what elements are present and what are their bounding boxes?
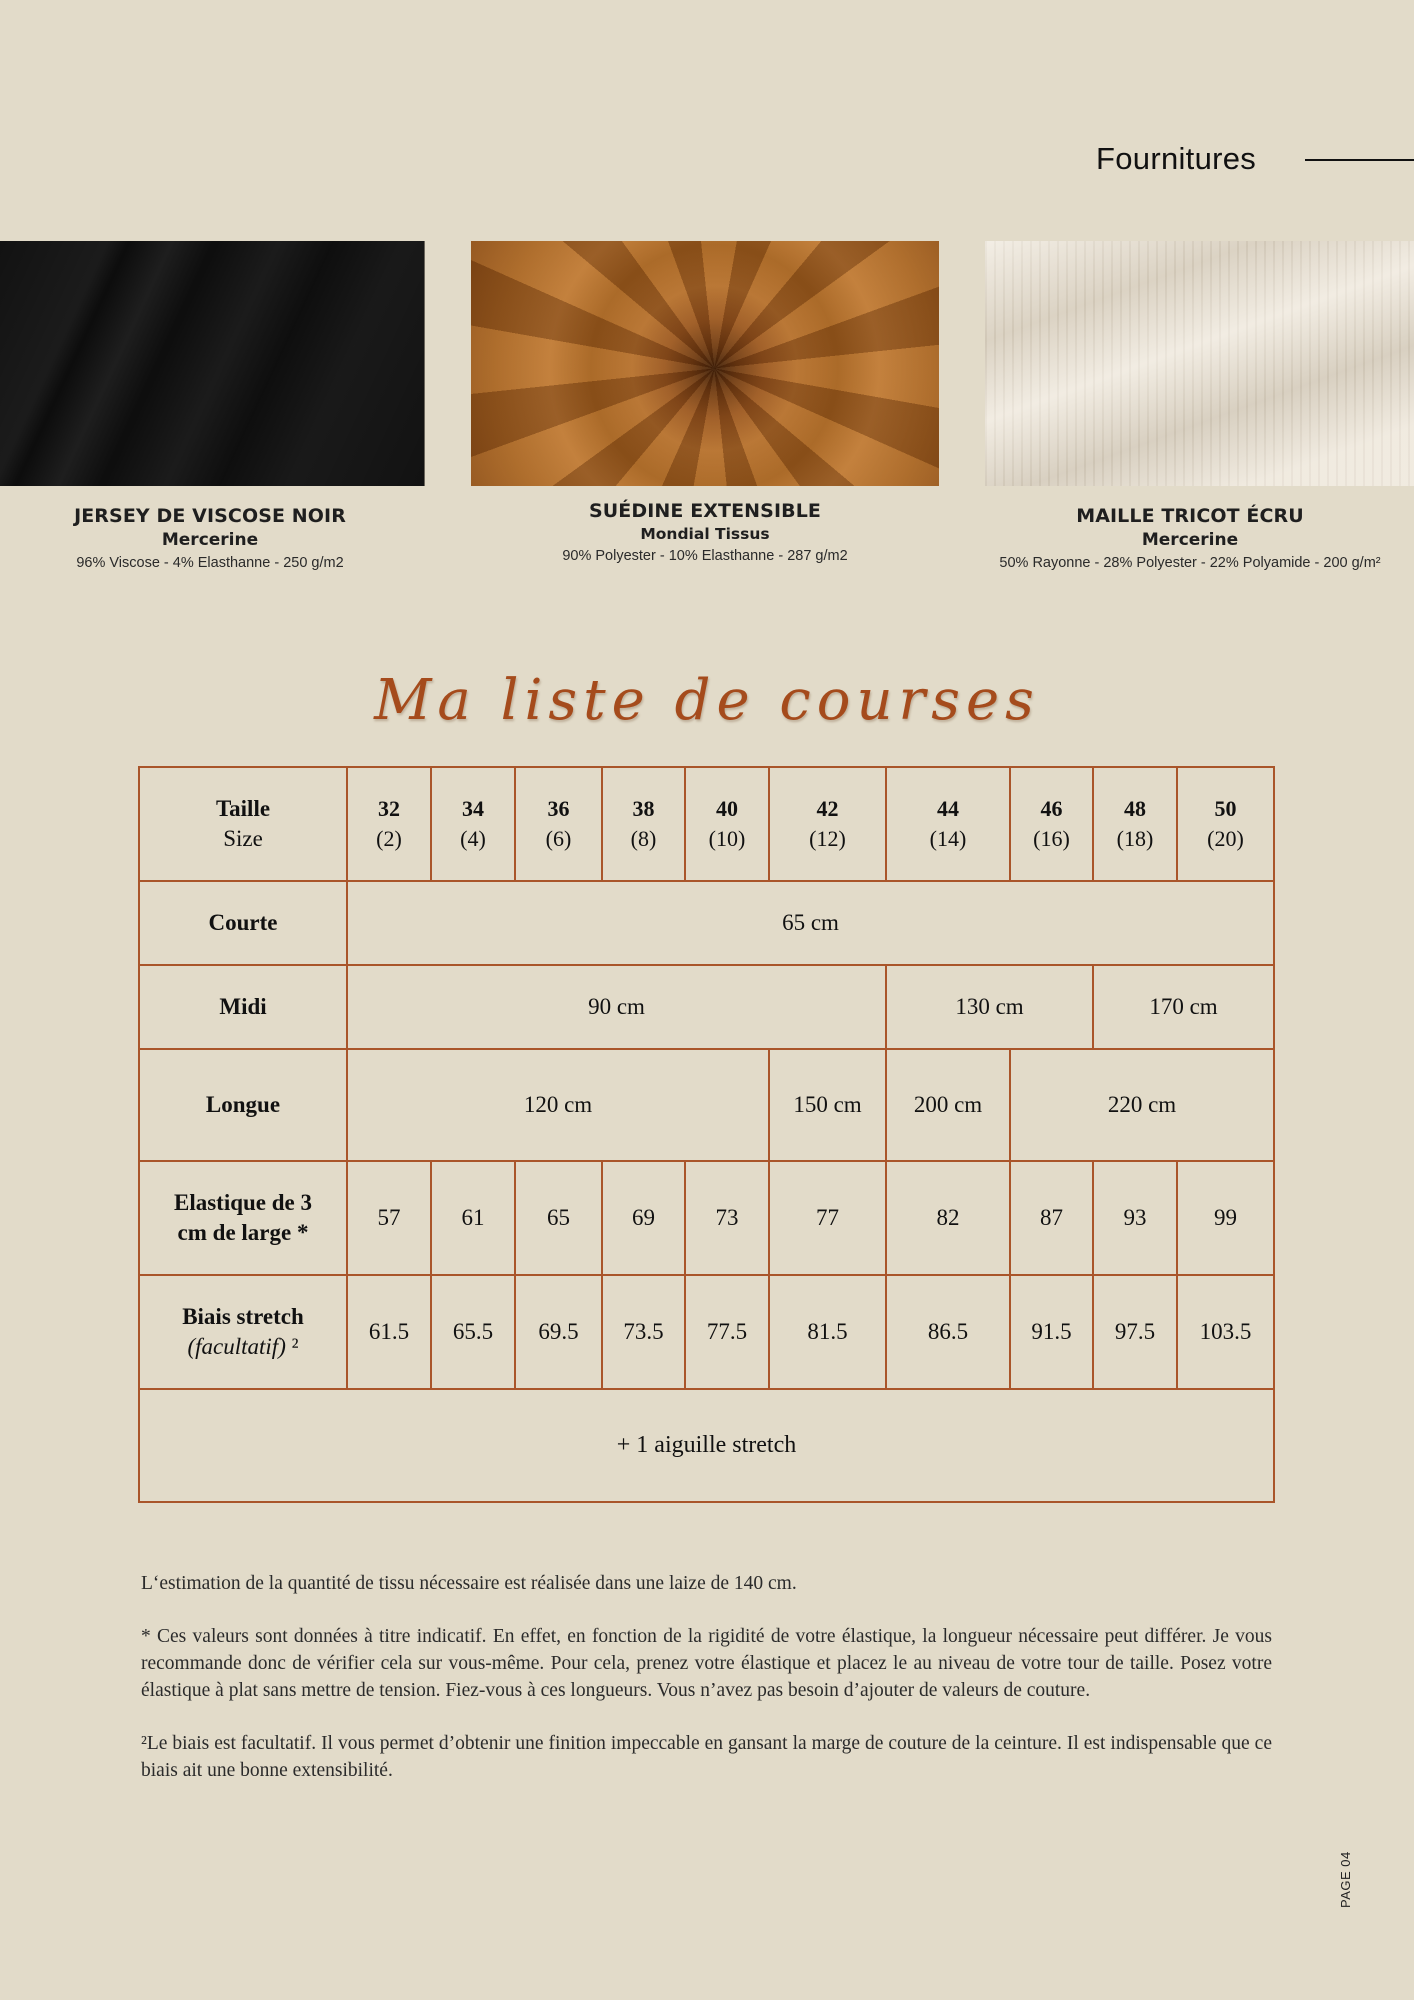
table-row-aiguille <box>139 1389 1274 1502</box>
size-us: (14) <box>929 826 967 851</box>
note-fabric-width: L‘estimation de la quantité de tissu nécessaire est réalisée dans une laize de 140 cm. <box>141 1573 797 1594</box>
value-cell: 150 cm <box>769 1049 886 1161</box>
aiguille-cell: + 1 aiguille stretch <box>139 1389 1274 1502</box>
table-row-longue <box>139 1049 1274 1161</box>
size-us: (4) <box>460 826 486 851</box>
value-cell: 86.5 <box>886 1275 1010 1389</box>
shopping-list-table <box>138 766 1275 1503</box>
value-cell: 120 cm <box>347 1049 769 1161</box>
size-cell <box>685 767 769 881</box>
value-cell: 65 <box>515 1161 602 1275</box>
row-label-taille <box>139 767 347 881</box>
size-cell <box>886 767 1010 881</box>
size-cell <box>515 767 602 881</box>
page-number: PAGE 04 <box>1338 1851 1353 1908</box>
note-elastic: * Ces valeurs sont données à titre indicatif. En effet, en fonction de la rigidité de votre élastique, la longueur nécessaire peut différer. Je vous recommande donc de vérifier cela sur vous-même. Pour cela, prenez votre élastique et placez le au niveau de votre tour de taille. Posez votre élastique à plat sans mettre de tension. Fiez-vous à ces longueurs. Vous n’avez pas besoin d’ajouter de valeurs de couture. <box>141 1626 1272 1701</box>
size-sublabel: Size <box>223 826 263 851</box>
size-fr: 42 <box>816 796 839 821</box>
size-us: (18) <box>1116 826 1154 851</box>
value-cell: 65.5 <box>431 1275 515 1389</box>
size-cell <box>1177 767 1274 881</box>
value-cell: 65 cm <box>347 881 1274 965</box>
size-fr: 38 <box>632 796 655 821</box>
fabric-image-black-jersey <box>0 241 425 486</box>
size-us: (20) <box>1207 826 1244 851</box>
notes-section <box>141 1570 1272 1810</box>
value-cell: 93 <box>1093 1161 1177 1275</box>
value-cell: 77 <box>769 1161 886 1275</box>
value-cell: 81.5 <box>769 1275 886 1389</box>
value-cell: 220 cm <box>1010 1049 1274 1161</box>
size-us: (12) <box>809 826 846 851</box>
size-fr: 32 <box>378 796 400 821</box>
label-line: Elastique de 3 <box>173 1190 313 1215</box>
size-us: (6) <box>545 826 572 851</box>
size-fr: 46 <box>1040 796 1063 821</box>
row-label-longue: Longue <box>139 1049 347 1161</box>
size-fr: 44 <box>937 796 959 821</box>
table-row-midi <box>139 965 1274 1049</box>
fabric-shop: Mercerine <box>1141 530 1239 550</box>
table-row-biais <box>139 1275 1274 1389</box>
size-us: (2) <box>376 826 402 851</box>
size-us: (16) <box>1033 826 1070 851</box>
value-cell: 170 cm <box>1093 965 1274 1049</box>
table-row-sizes <box>139 767 1274 881</box>
size-fr: 50 <box>1214 796 1237 821</box>
value-cell: 200 cm <box>886 1049 1010 1161</box>
size-us: (10) <box>708 826 746 851</box>
value-cell: 73 <box>685 1161 769 1275</box>
row-label-biais <box>139 1275 347 1389</box>
value-cell: 90 cm <box>347 965 886 1049</box>
value-cell: 77.5 <box>685 1275 769 1389</box>
size-cell <box>1093 767 1177 881</box>
value-cell: 82 <box>886 1161 1010 1275</box>
row-label-elastique <box>139 1161 347 1275</box>
value-cell: 57 <box>347 1161 431 1275</box>
fabric-caption-3 <box>975 505 1405 571</box>
value-cell: 97.5 <box>1093 1275 1177 1389</box>
label-line: cm de large * <box>177 1220 309 1245</box>
row-label-midi: Midi <box>139 965 347 1049</box>
size-fr: 40 <box>716 796 738 821</box>
size-cell <box>602 767 685 881</box>
fabric-name: MAILLE TRICOT ÉCRU <box>1076 505 1304 527</box>
title-rule-divider <box>1305 159 1414 161</box>
fabric-caption-2 <box>471 500 939 564</box>
size-cell <box>431 767 515 881</box>
fabric-composition: 90% Polyester - 10% Elasthanne - 287 g/m2 <box>562 548 848 564</box>
fabric-image-ecru-knit <box>985 241 1414 486</box>
table-row-elastique <box>139 1161 1274 1275</box>
table-row-courte <box>139 881 1274 965</box>
fabric-shop: Mondial Tissus <box>640 525 770 543</box>
note-bias: ²Le biais est facultatif. Il vous permet d’obtenir une finition impeccable en gansant la marge de couture de la ceinture. Il est indispensable que ce biais ait une bonne extensibilité. <box>141 1733 1272 1781</box>
value-cell: 130 cm <box>886 965 1093 1049</box>
value-cell: 69 <box>602 1161 685 1275</box>
value-cell: 61 <box>431 1161 515 1275</box>
size-us: (8) <box>630 826 657 851</box>
fabric-composition: 50% Rayonne - 28% Polyester - 22% Polyamide - 200 g/m² <box>999 555 1381 571</box>
value-cell: 103.5 <box>1177 1275 1274 1389</box>
row-label-courte: Courte <box>139 881 347 965</box>
fabric-name: JERSEY DE VISCOSE NOIR <box>74 505 346 527</box>
fabric-shop: Mercerine <box>161 530 259 550</box>
label-optional: (facultatif) <box>187 1334 286 1359</box>
shopping-list-title: Ma liste de courses <box>374 668 1040 733</box>
value-cell: 69.5 <box>515 1275 602 1389</box>
value-cell: 91.5 <box>1010 1275 1093 1389</box>
value-cell: 99 <box>1177 1161 1274 1275</box>
fabric-caption-1 <box>0 505 420 571</box>
fabric-composition: 96% Viscose - 4% Elasthanne - 250 g/m2 <box>76 555 344 571</box>
footnote-mark: ² <box>285 1334 299 1359</box>
size-fr: 48 <box>1124 796 1146 821</box>
value-cell: 87 <box>1010 1161 1093 1275</box>
taille-label: Taille <box>215 796 271 821</box>
label-line: Biais stretch <box>182 1304 304 1329</box>
size-cell <box>769 767 886 881</box>
fabric-name: SUÉDINE EXTENSIBLE <box>588 500 822 522</box>
size-cell <box>347 767 431 881</box>
size-cell <box>1010 767 1093 881</box>
size-fr: 36 <box>547 796 570 821</box>
fabric-image-rust-suedine <box>471 241 939 486</box>
value-cell: 73.5 <box>602 1275 685 1389</box>
section-title: Fournitures <box>1096 141 1257 176</box>
size-fr: 34 <box>462 796 484 821</box>
value-cell: 61.5 <box>347 1275 431 1389</box>
